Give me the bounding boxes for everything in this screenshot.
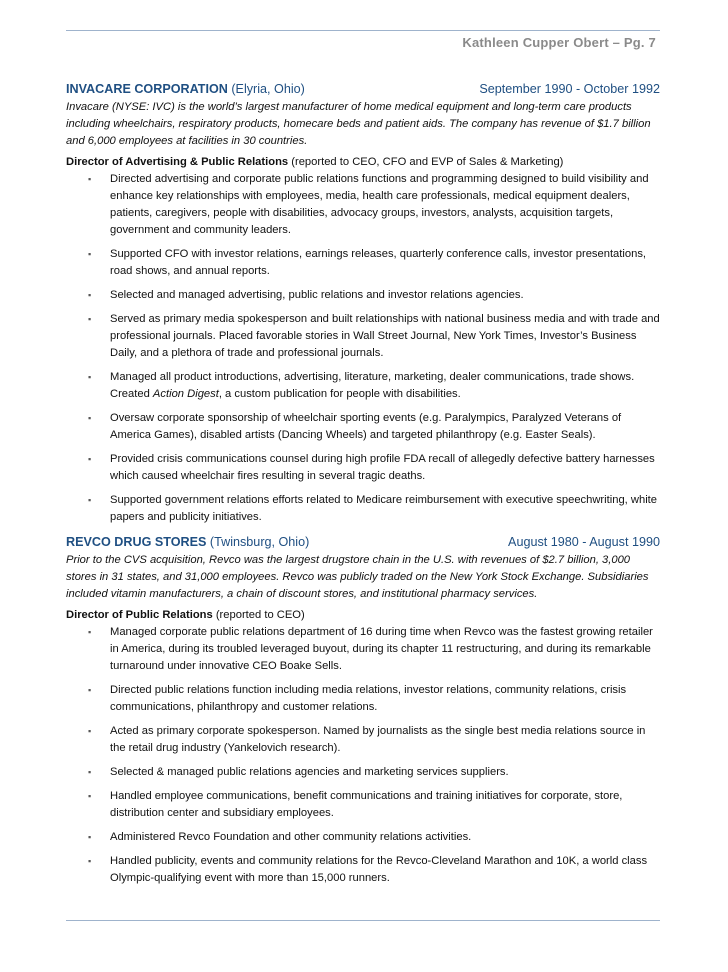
bullet-icon: ▪ (88, 627, 92, 637)
job-heading (66, 80, 660, 98)
company-description: Invacare (NYSE: IVC) is the world’s largest manufacturer of home medical equipment and long-term care products including wheelchairs, respiratory products, homecare beds and patient aids. The company has revenue of $1.7 billion and 6,000 employees at facilities in 30 countries. (66, 101, 651, 147)
list-item: ▪ Administered Revco Foundation and other community relations activities. (66, 829, 660, 846)
resume-body (66, 80, 660, 894)
job-dates: August 1980 - August 1990 (508, 535, 660, 549)
bullet-icon: ▪ (88, 856, 92, 866)
bullet-icon: ▪ (88, 413, 92, 423)
bullet-icon: ▪ (88, 832, 92, 842)
role-title: Director of Public Relations (66, 609, 213, 621)
list-item: ▪ Provided crisis communications counsel during high profile FDA recall of allegedly defective battery harnesses which caused wheelchair fires resulting in several tragic deaths. (88, 453, 655, 482)
job-dates: September 1990 - October 1992 (479, 82, 660, 96)
list-item: ▪ Handled publicity, events and community relations for the Revco-Cleveland Marathon and 10K, a world class Olympic-qualifying event with more than 15,000 runners. (88, 855, 648, 884)
publication-title: Action Digest (152, 388, 219, 400)
company-description: Prior to the CVS acquisition, Revco was the largest drugstore chain in the U.S. with revenues of $2.7 billion, 3,000 stores in 31 states, and 31,000 employees. Revco was publicly traded on the New York Stock Exchange. Subsidiaries included vitamin manufacturers, a chain of discount stores, and institutional pharmacy services. (66, 554, 649, 600)
bullet-icon: ▪ (88, 791, 92, 801)
bullet-icon: ▪ (88, 454, 92, 464)
bottom-rule (66, 920, 660, 921)
list-item: ▪ Supported government relations efforts related to Medicare reimbursement with executive speechwriting, white papers and publicity initiatives. (88, 494, 658, 523)
role-title: Director of Advertising & Public Relations (66, 156, 289, 168)
role-line (66, 607, 660, 624)
bullet-list (66, 171, 660, 526)
list-item: ▪ Directed public relations function including media relations, investor relations, community relations, crisis communications, philanthropy and customer relations. (88, 684, 627, 713)
list-item: ▪ Managed corporate public relations department of 16 during time when Revco was the fastest growing retailer in America, during its troubled leveraged buyout, during its chapter 11 restructuring, and during its remarkable turnaround under innovative CEO Boake Sells. (88, 626, 653, 672)
role-line (66, 154, 660, 171)
list-item: ▪ Served as primary media spokesperson and built relationships with national business media and with trade and professional journals. Placed favorable stories in Wall Street Journal, New York Times, Investor’s Business Daily, and a plethora of trade and professional journals. (88, 313, 660, 359)
job-revco (66, 533, 660, 887)
list-item: ▪ Supported CFO with investor relations, earnings releases, quarterly conference calls, investor presentations, road shows, and annual reports. (88, 248, 647, 277)
bullet-icon: ▪ (88, 495, 92, 505)
top-rule (66, 30, 660, 31)
job-heading (66, 533, 660, 551)
list-item: ▪ Managed all product introductions, advertising, literature, marketing, dealer communications, trade shows. Created Action Digest, a custom publication for people with disabilities. (88, 371, 635, 400)
bullet-icon: ▪ (88, 174, 92, 184)
bullet-icon: ▪ (88, 314, 92, 324)
list-item: ▪ Acted as primary corporate spokesperson. Named by journalists as the single best media relations source in the retail drug industry (Yankelovich research). (88, 725, 646, 754)
list-item: ▪ Selected and managed advertising, public relations and investor relations agencies. (66, 287, 660, 304)
role-note: (reported to CEO) (215, 609, 305, 621)
list-item: ▪ Oversaw corporate sponsorship of wheelchair sporting events (e.g. Paralympics, Paralyzed Veterans of America Games), disabled artists (Dancing Wheels) and targeted philanthropy (e.g. Easter Seals). (88, 412, 622, 441)
company-name: INVACARE CORPORATION (66, 82, 228, 96)
company-location: (Twinsburg, Ohio) (209, 535, 310, 549)
bullet-icon: ▪ (88, 767, 92, 777)
bullet-icon: ▪ (88, 290, 92, 300)
list-item: ▪ Handled employee communications, benefit communications and training initiatives for corporate, store, distribution center and subsidiary employees. (88, 790, 623, 819)
company-name: REVCO DRUG STORES (66, 535, 207, 549)
page-header: Kathleen Cupper Obert – Pg. 7 (462, 35, 656, 50)
job-invacare (66, 80, 660, 526)
bullet-icon: ▪ (88, 726, 92, 736)
bullet-icon: ▪ (88, 372, 92, 382)
list-item: ▪ Directed advertising and corporate public relations functions and programming designed to build visibility and enhance key relationships with employees, media, health care professionals, medical equipment dealers, patients, caregivers, people with disabilities, advocacy groups, investors, analysts, acquisition targets, government and community leaders. (88, 173, 649, 236)
bullet-icon: ▪ (88, 249, 92, 259)
list-item: ▪ Selected & managed public relations agencies and marketing services suppliers. (66, 764, 660, 781)
bullet-list (66, 624, 660, 887)
role-note: (reported to CEO, CFO and EVP of Sales & Marketing) (291, 156, 564, 168)
company-location: (Elyria, Ohio) (231, 82, 305, 96)
bullet-icon: ▪ (88, 685, 92, 695)
